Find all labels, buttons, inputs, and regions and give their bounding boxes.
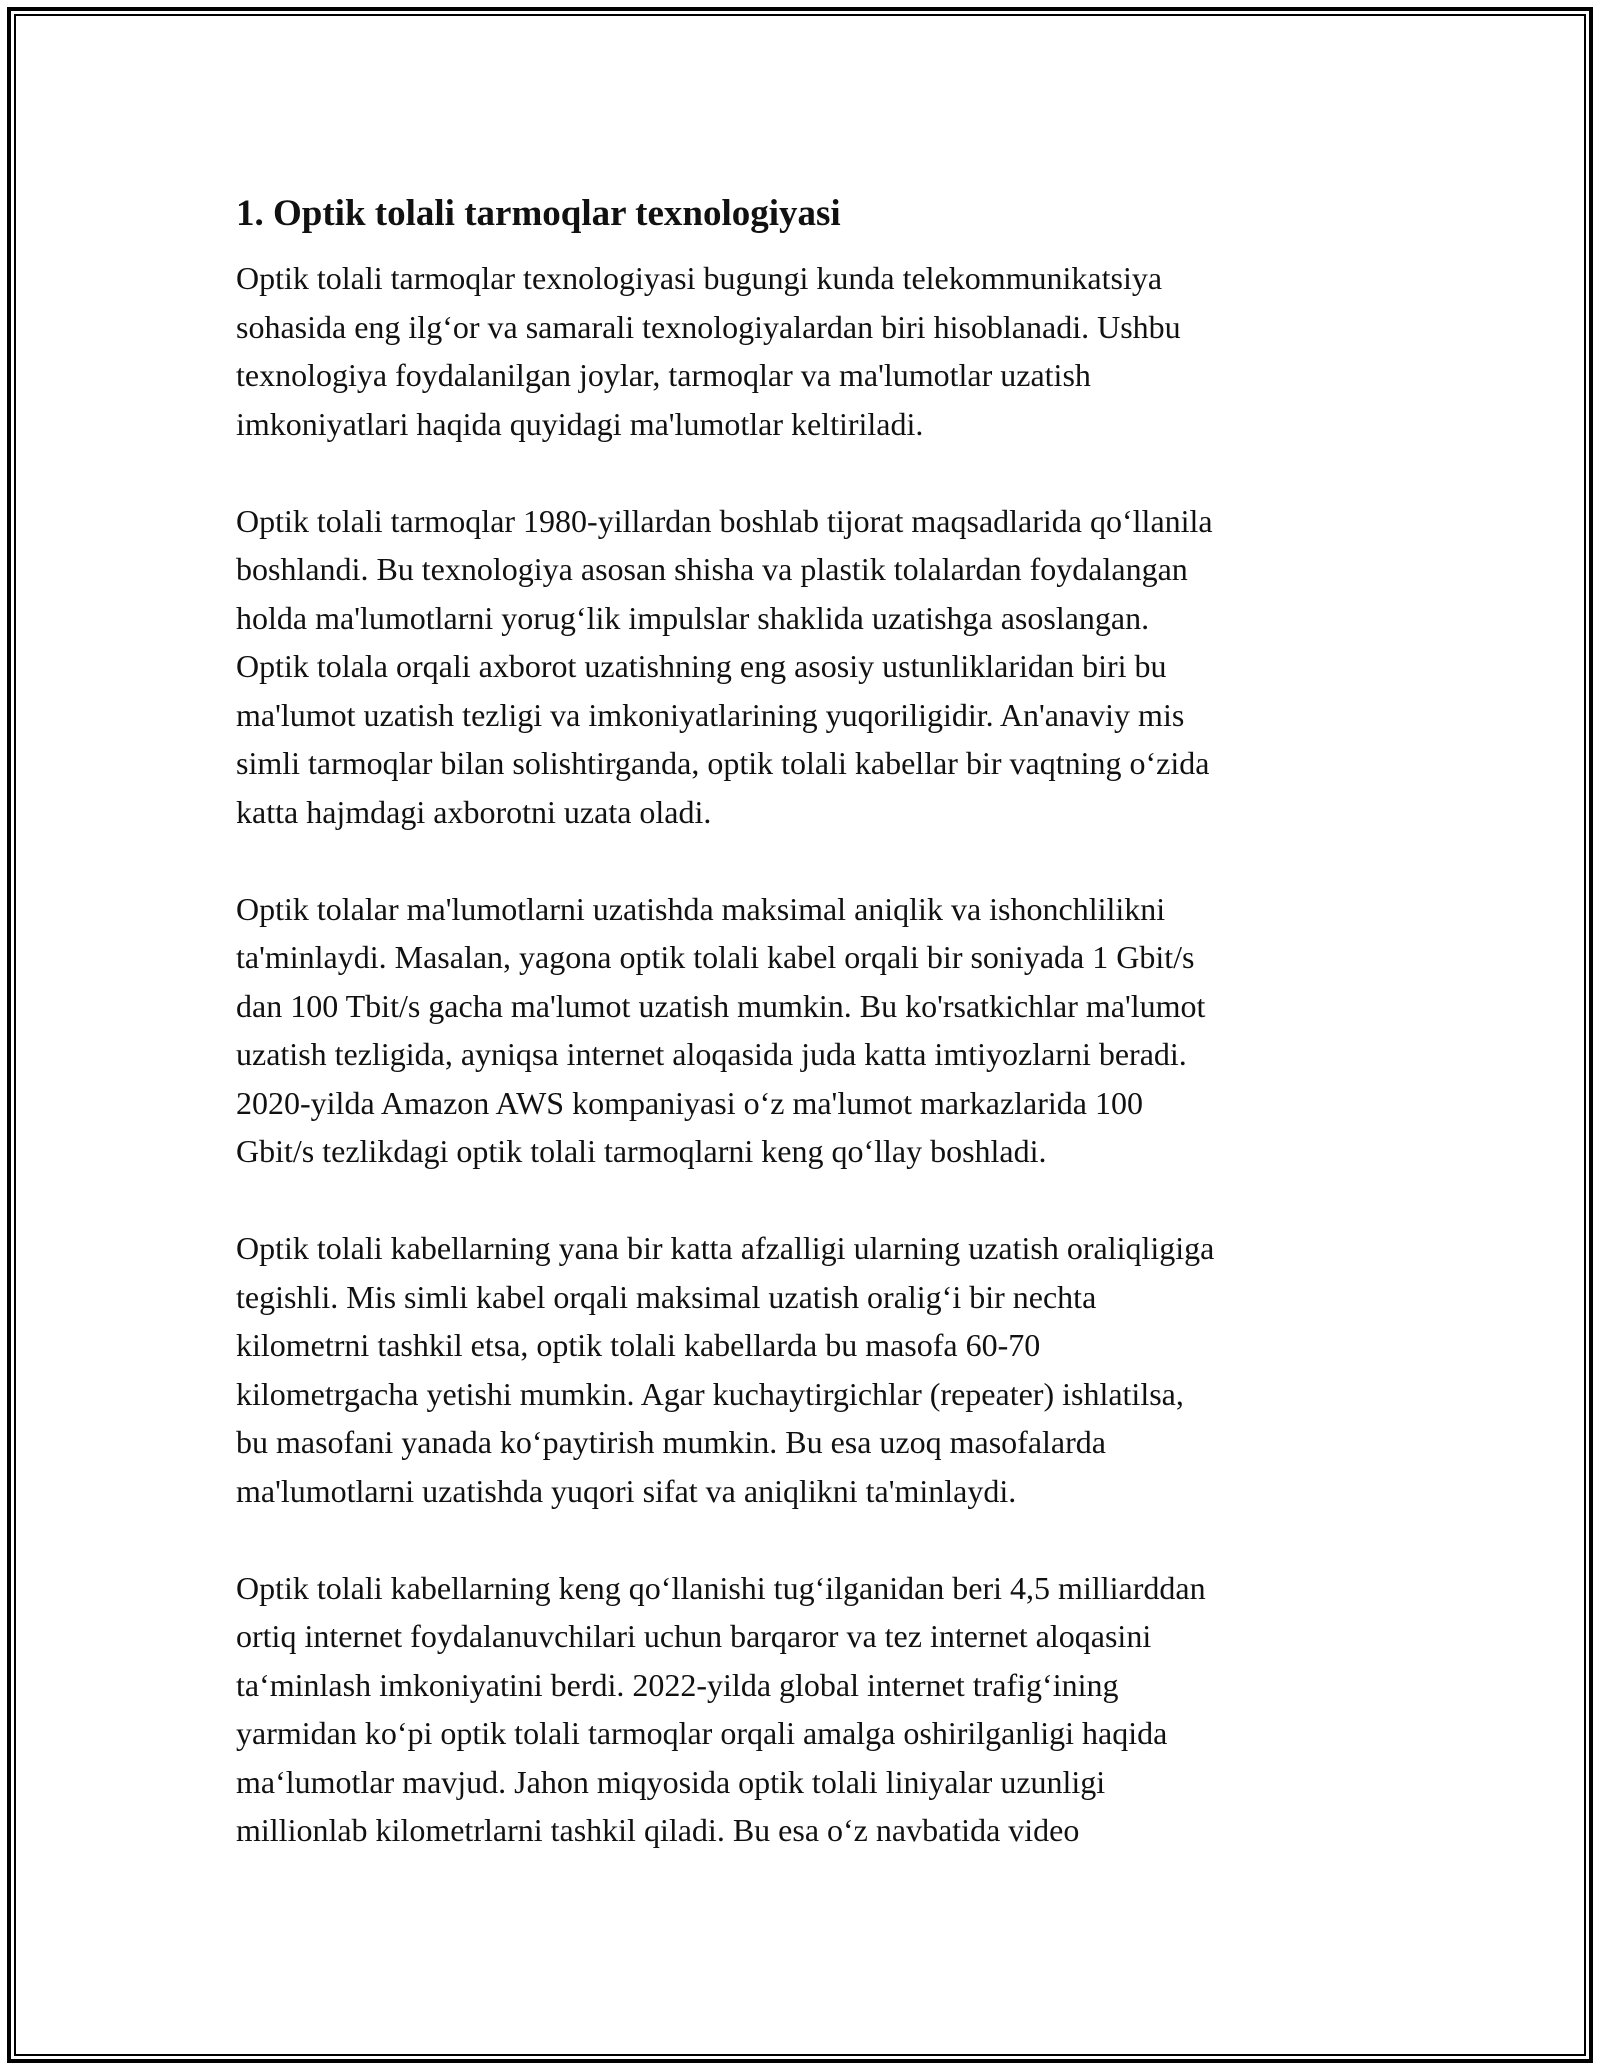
paragraph-line: katta hajmdagi axborotni uzata oladi. — [236, 793, 712, 830]
paragraph-line: ma‘lumotlar mavjud. Jahon miqyosida optik tolali liniyalar uzunligi — [236, 1763, 1106, 1800]
paragraph-line: Optik tolali tarmoqlar texnologiyasi bugungi kunda telekommunikatsiya — [236, 260, 1163, 296]
paragraph-line: Optik tolali tarmoqlar 1980-yillardan boshlab tijorat maqsadlarida qo‘llanila — [236, 502, 1213, 539]
paragraph-line: kilometrni tashkil etsa, optik tolali kabellarda bu masofa 60-70 — [236, 1327, 1041, 1363]
paragraph-line: tegishli. Mis simli kabel orqali maksimal uzatish oralig‘i bir nechta — [236, 1278, 1097, 1315]
paragraph-line: bu masofani yanada ko‘paytirish mumkin. Bu esa uzoq masofalarda — [236, 1424, 1106, 1460]
paragraph-line: millionlab kilometrlarni tashkil qiladi. Bu esa o‘z navbatida video — [236, 1812, 1080, 1848]
paragraph-line: simli tarmoqlar bilan solishtirganda, optik tolali kabellar bir vaqtning o‘zida — [236, 745, 1210, 781]
paragraph-line: 2020-yilda Amazon AWS kompaniyasi o‘z ma'lumot markazlarida 100 — [236, 1084, 1143, 1121]
paragraph-line: ma'lumot uzatish tezligi va imkoniyatlarining yuqoriligidir. An'anaviy mis — [236, 696, 1185, 733]
paragraph-line: ta'minlaydi. Masalan, yagona optik tolali kabel orqali bir soniyada 1 Gbit/s — [236, 939, 1195, 975]
paragraph-line: Optik tolalar ma'lumotlarni uzatishda maksimal aniqlik va ishonchlilikni — [236, 890, 1166, 927]
document-body — [236, 186, 1366, 1903]
paragraph-2 — [236, 497, 1366, 837]
paragraph-line: ma'lumotlarni uzatishda yuqori sifat va aniqlikni ta'minlaydi. — [236, 1472, 1017, 1509]
paragraph-4 — [236, 1224, 1366, 1515]
paragraph-line: texnologiya foydalanilgan joylar, tarmoqlar va ma'lumotlar uzatish — [236, 357, 1091, 393]
paragraph-line: Optik tolala orqali axborot uzatishning eng asosiy ustunliklaridan biri bu — [236, 648, 1167, 684]
paragraph-line: kilometrgacha yetishi mumkin. Agar kuchaytirgichlar (repeater) ishlatilsa, — [236, 1375, 1184, 1412]
paragraph-line: Gbit/s tezlikdagi optik tolali tarmoqlarni keng qo‘llay boshladi. — [236, 1133, 1047, 1169]
paragraph-line: yarmidan ko‘pi optik tolali tarmoqlar orqali amalga oshirilganligi haqida — [236, 1715, 1168, 1751]
paragraph-line: Optik tolali kabellarning yana bir katta afzalligi ularning uzatish oraliqligiga — [236, 1230, 1215, 1266]
paragraph-line: ortiq internet foydalanuvchilari uchun barqaror va tez internet aloqasini — [236, 1618, 1152, 1654]
paragraph-line: imkoniyatlari haqida quyidagi ma'lumotlar keltiriladi. — [236, 405, 924, 442]
paragraph-1 — [236, 254, 1366, 448]
paragraph-line: dan 100 Tbit/s gacha ma'lumot uzatish mumkin. Bu ko'rsatkichlar ma'lumot — [236, 987, 1206, 1024]
paragraph-line: boshlandi. Bu texnologiya asosan shisha va plastik tolalardan foydalangan — [236, 551, 1188, 587]
paragraph-line: sohasida eng ilg‘or va samarali texnologiyalardan biri hisoblanadi. Ushbu — [236, 308, 1181, 345]
section-heading: 1. Optik tolali tarmoqlar texnologiyasi — [236, 193, 841, 234]
paragraph-line: ta‘minlash imkoniyatini berdi. 2022-yilda global internet trafig‘ining — [236, 1666, 1119, 1703]
paragraph-line: holda ma'lumotlarni yorug‘lik impulslar shaklida uzatishga asoslangan. — [236, 599, 1150, 636]
paragraph-3 — [236, 885, 1366, 1176]
paragraph-5 — [236, 1564, 1366, 1855]
paragraph-line: uzatish tezligida, ayniqsa internet aloqasida juda katta imtiyozlarni beradi. — [236, 1036, 1187, 1072]
paragraph-line: Optik tolali kabellarning keng qo‘llanishi tug‘ilganidan beri 4,5 milliarddan — [236, 1569, 1206, 1606]
